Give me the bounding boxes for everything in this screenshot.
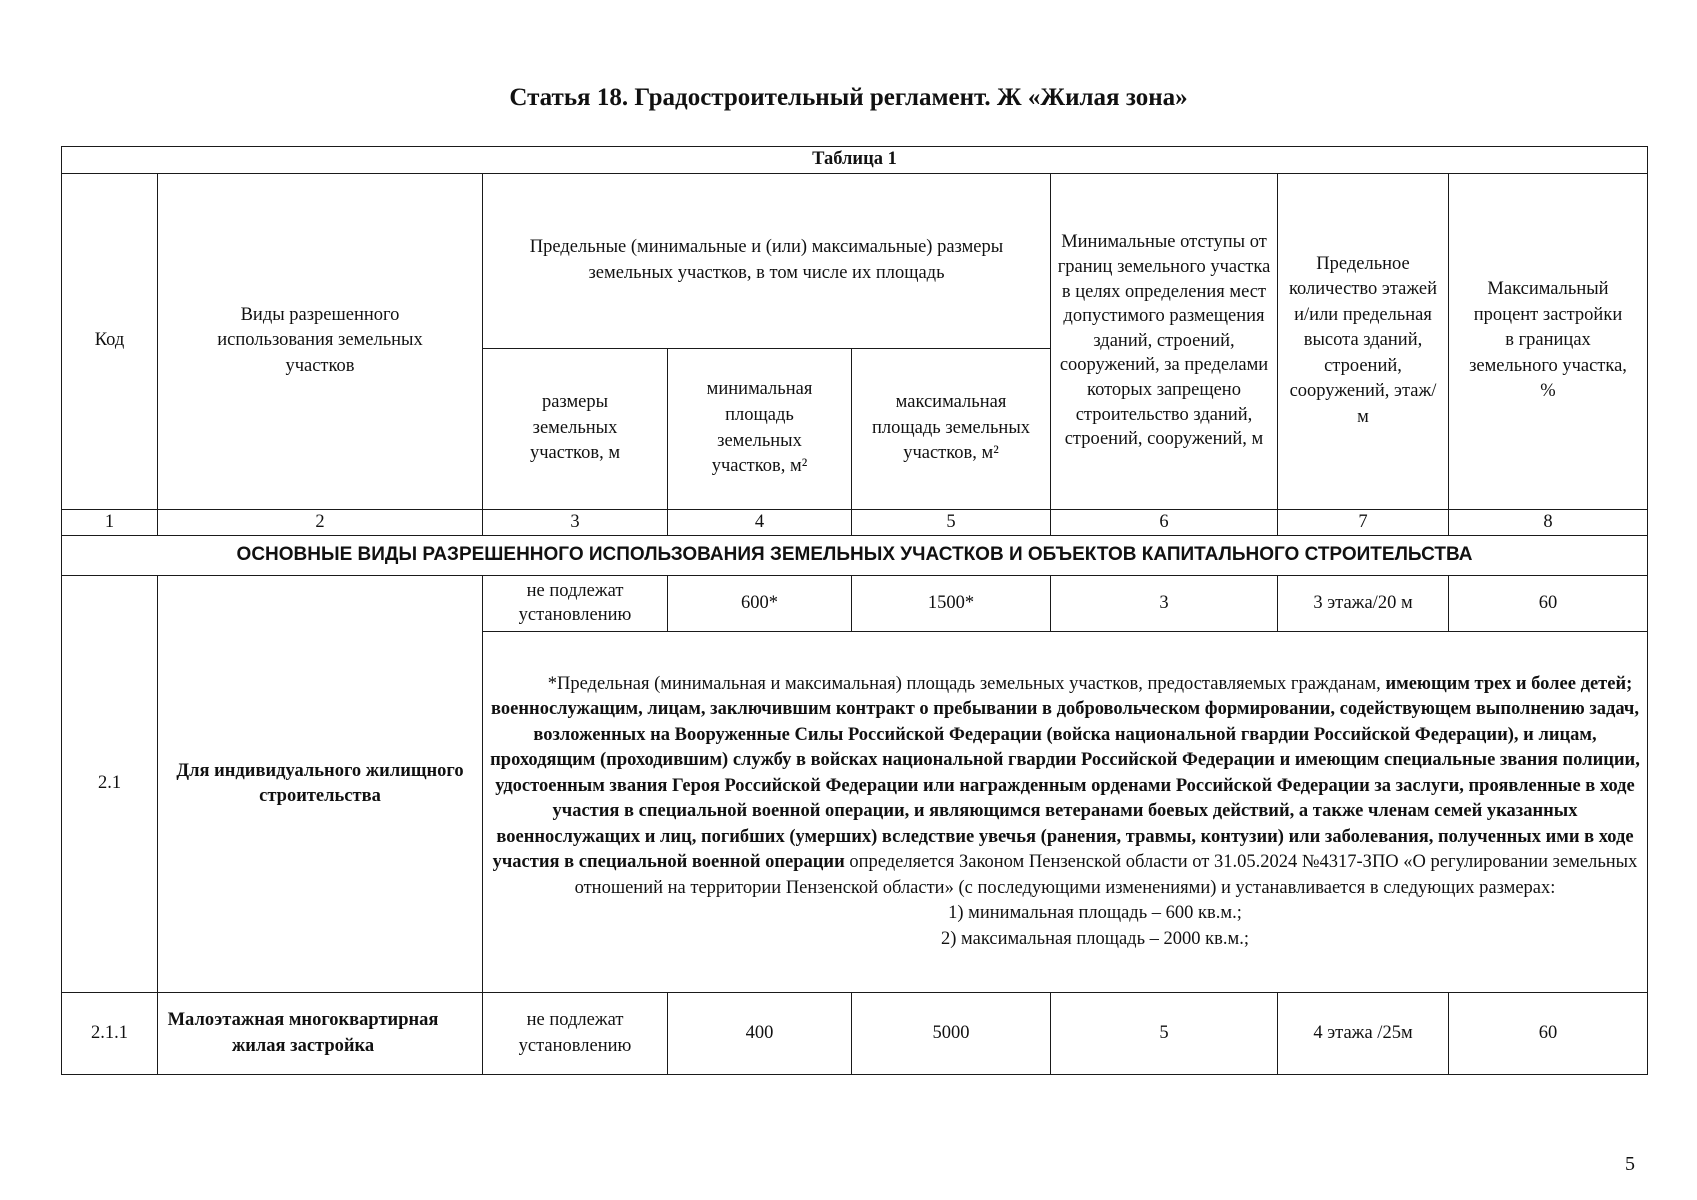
header-code: Код [62,173,158,509]
header-max-area: максимальная площадь земельных участков, м² [852,348,1051,509]
row-setbacks: 3 [1051,576,1278,632]
page-number: 5 [1625,1153,1635,1175]
row-min-area: 600* [668,576,852,632]
column-number: 5 [852,509,1051,536]
column-number: 3 [483,509,668,536]
header-limits-group: Предельные (минимальные и (или) максимальные) размеры земельных участков, в том числе их площадь [483,173,1051,348]
section-title: ОСНОВНЫЕ ВИДЫ РАЗРЕШЕННОГО ИСПОЛЬЗОВАНИЯ ЗЕМЕЛЬНЫХ УЧАСТКОВ И ОБЪЕКТОВ КАПИТАЛЬНОГО СТРОИТЕЛЬСТВА [62,536,1648,576]
row-setbacks: 5 [1051,993,1278,1075]
column-number: 4 [668,509,852,536]
header-use-types: Виды разрешенного использования земельных участков [158,173,483,509]
row-min-area: 400 [668,993,852,1075]
row-floors: 3 этажа/20 м [1278,576,1449,632]
header-min-area: минимальная площадь земельных участков, м² [668,348,852,509]
column-number: 7 [1278,509,1449,536]
row-footnote [483,632,1648,993]
header-coverage: Максимальный процент застройки в границах земельного участка, % [1449,173,1648,509]
row-code: 2.1.1 [62,993,158,1075]
footnote-item: 1) минимальная площадь – 600 кв.м.; [948,903,1242,924]
row-coverage: 60 [1449,993,1648,1075]
regulation-table [61,146,1648,1075]
header-setbacks: Минимальные отступы от границ земельного участка в целях определения мест допустимого размещения зданий, строений, сооружений, за пределами которых запрещено строительство зданий, строений, сооружений, м [1051,173,1278,509]
row-use-name: Для индивидуального жилищного строительства [158,576,483,993]
table-row [62,993,1648,1075]
row-floors: 4 этажа /25м [1278,993,1449,1075]
row-plot-sizes: не подлежат установлению [483,993,668,1075]
table-caption: Таблица 1 [62,147,1648,174]
footnote-lead: *Предельная (минимальная и максимальная) площадь земельных участков, предоставляемых гражданам, [547,673,1386,694]
row-max-area: 5000 [852,993,1051,1075]
header-floors: Предельное количество этажей и/или предельная высота зданий, строений, сооружений, этаж/м [1278,173,1449,509]
page-title: Статья 18. Градостроительный регламент. Ж «Жилая зона» [509,84,1188,111]
table-row [62,576,1648,632]
footnote-tail: определяется Законом Пензенской области от 31.05.2024 №4317-ЗПО «О регулировании земельных отношений на территории Пензенской области» (с последующими изменениями) и устанавливается в следующих размерах: [574,852,1638,898]
column-number: 2 [158,509,483,536]
row-code: 2.1 [62,576,158,993]
row-plot-sizes: не подлежат установлению [483,576,668,632]
row-max-area: 1500* [852,576,1051,632]
header-plot-sizes: размеры земельных участков, м [483,348,668,509]
footnote-item: 2) максимальная площадь – 2000 кв.м.; [941,928,1249,949]
column-number: 6 [1051,509,1278,536]
row-coverage: 60 [1449,576,1648,632]
footnote-bold-text: имеющим трех и более детей; военнослужащим, лицам, заключившим контракт о пребывании в добровольческом формировании, содействующем выполнению задач, возложенных на Вооруженные Силы Российской Федерации (войска национальной гвардии Российской Федерации), и лицам, проходящим (проходившим) службу в войсках национальной гвардии Российской Федерации и имеющим специальные звания полиции, удостоенным звания Героя Российской Федерации или награжденным орденами Российской Федерации за заслуги, проявленные в ходе участия в специальной военной операции, и являющимся ветеранами боевых действий, а также членам семей указанных военнослужащих и лиц, погибших (умерших) вследствие увечья (ранения, травмы, контузии) или заболевания, полученных ими в ходе участия в специальной военной операции [490,673,1640,873]
column-number: 1 [62,509,158,536]
column-number: 8 [1449,509,1648,536]
row-use-name: Малоэтажная многоквартирная жилая застройка [158,993,483,1075]
